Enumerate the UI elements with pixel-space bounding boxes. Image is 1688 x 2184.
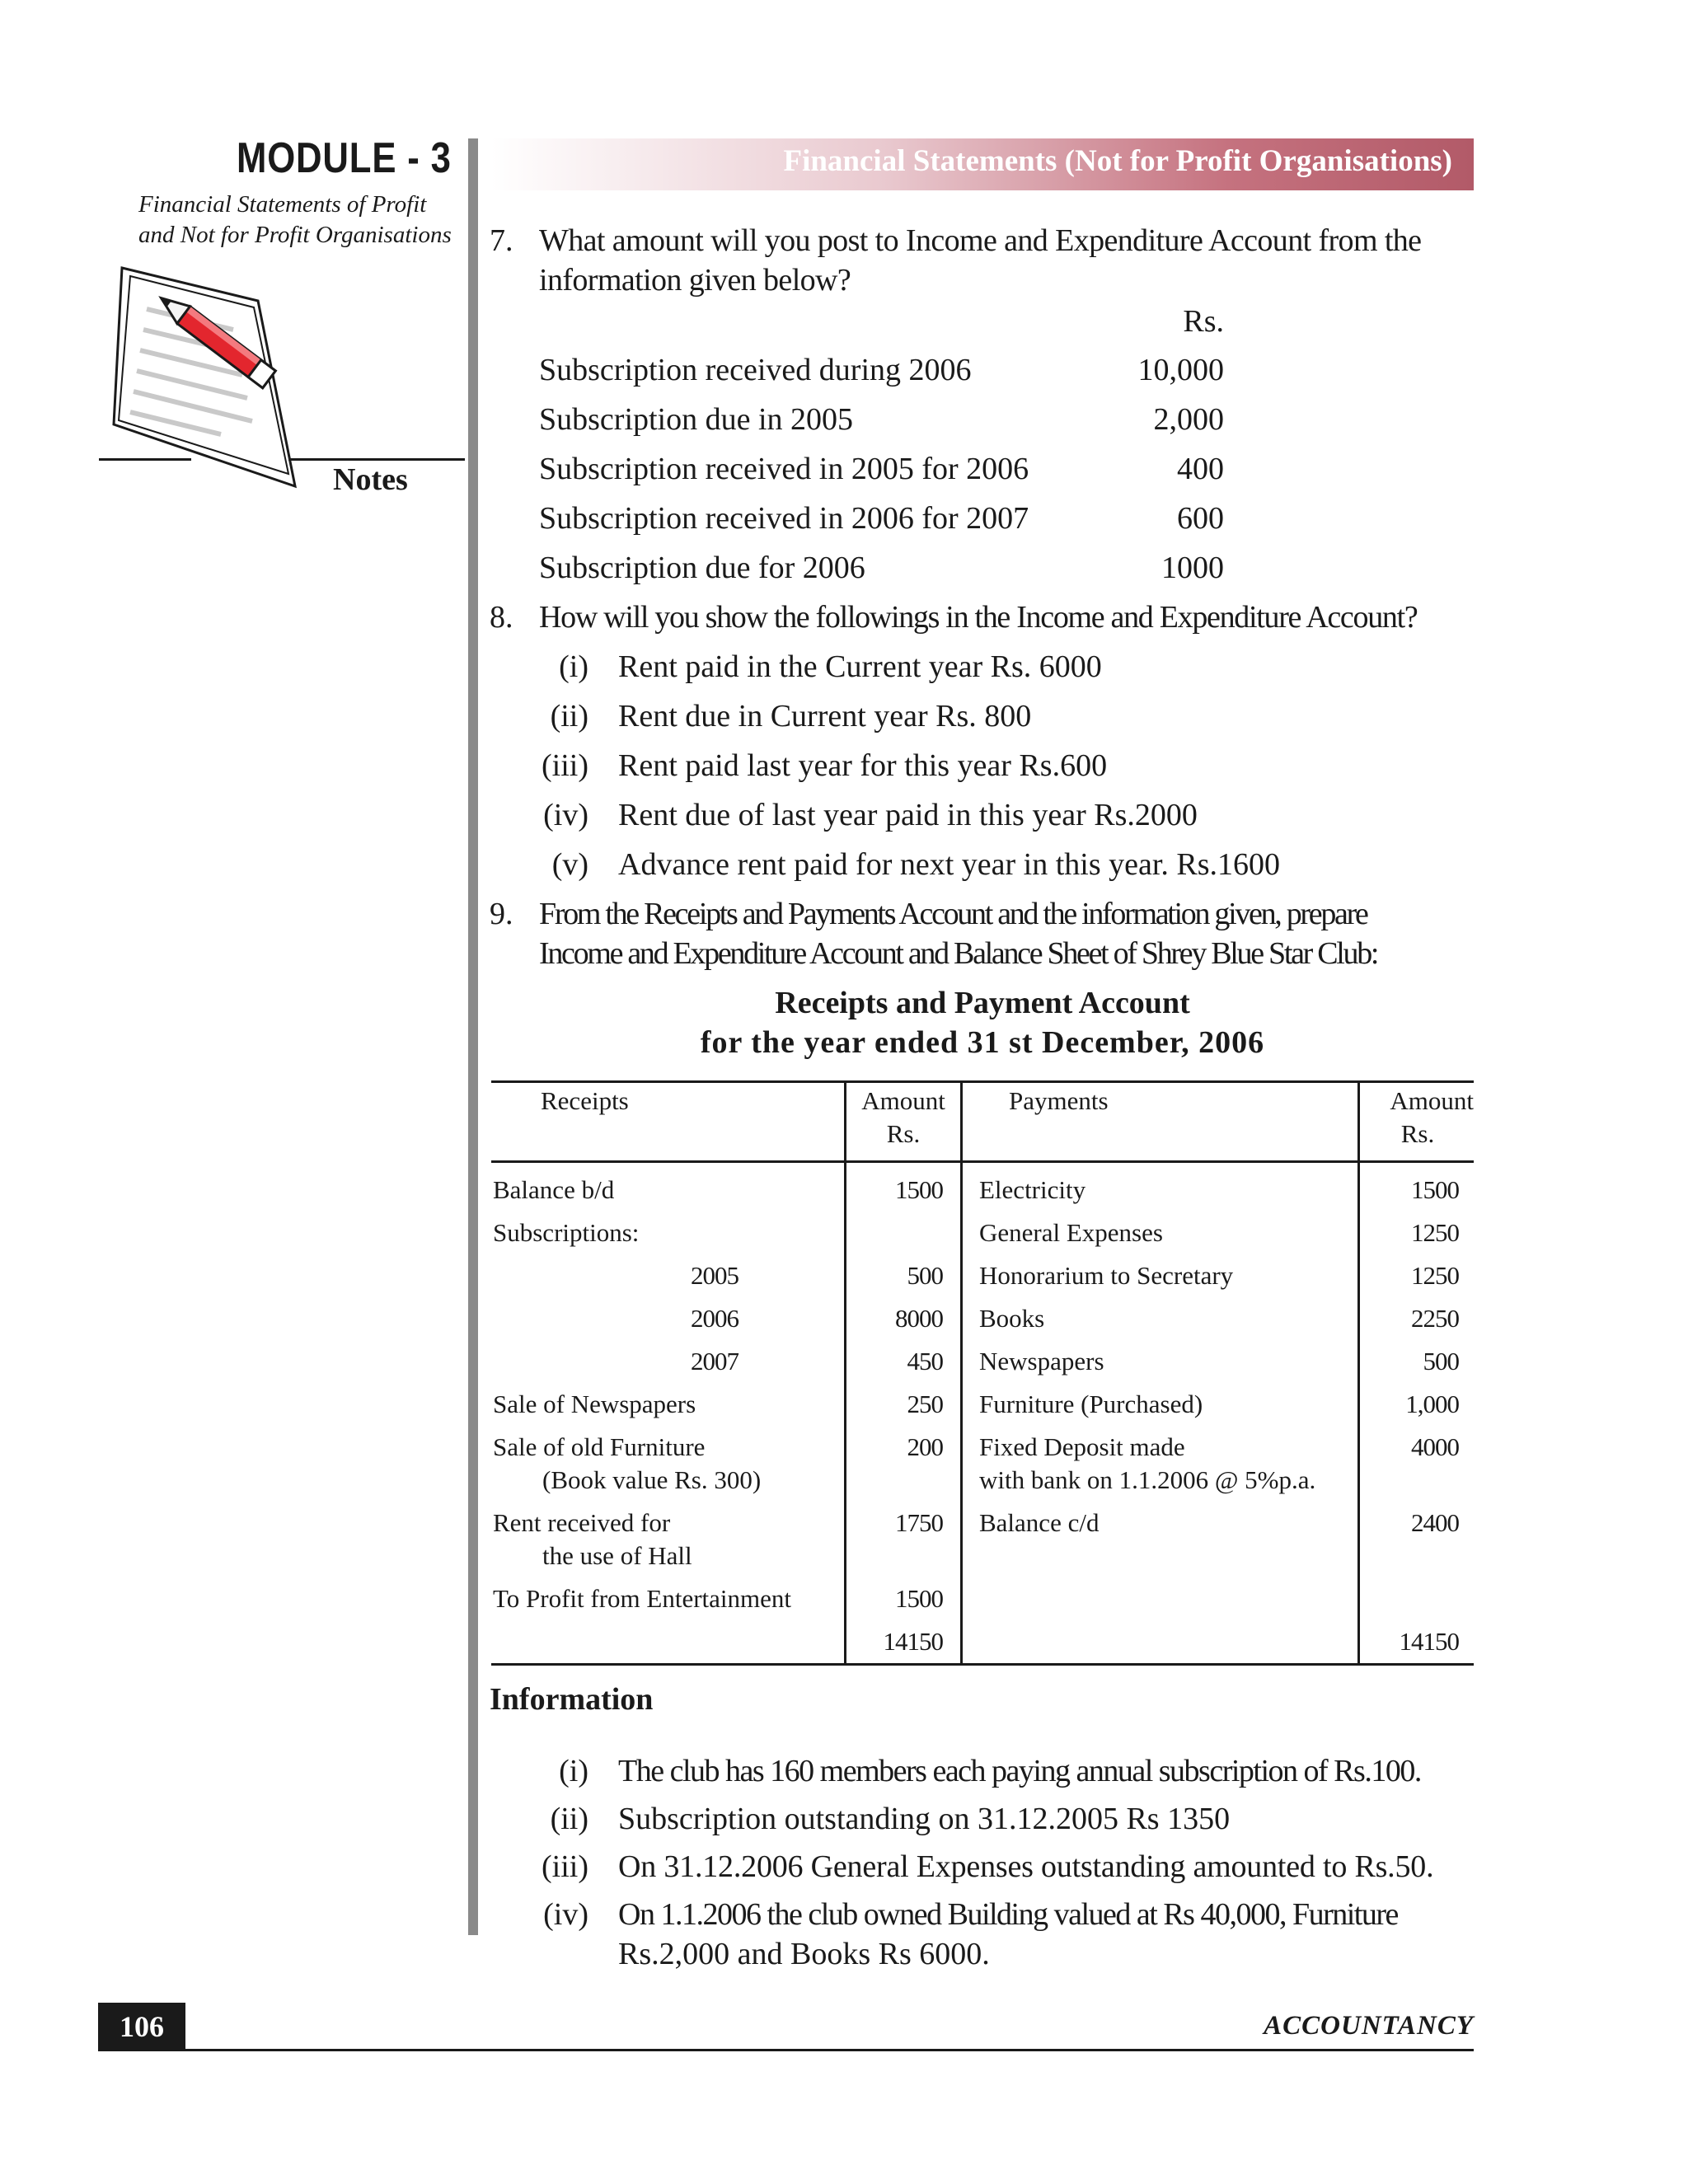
notes-label: Notes	[333, 462, 408, 497]
q8-item-roman: (iii)	[542, 748, 588, 783]
info-item-text-cont: Rs.2,000 and Books Rs 6000.	[618, 1937, 990, 1971]
payment-label: General Expenses	[979, 1218, 1163, 1247]
payment-amount: 1250	[1411, 1218, 1459, 1247]
q9-text-line2: Income and Expenditure Account and Balance Sheet of Shrey Blue Star Club:	[539, 936, 1378, 971]
info-item-text: Subscription outstanding on 31.12.2005 Rs 1350	[618, 1802, 1231, 1836]
payment-amount: 1250	[1411, 1261, 1459, 1290]
q7-number: 7.	[490, 223, 513, 258]
information-heading: Information	[490, 1682, 654, 1717]
header-receipts: Receipts	[541, 1086, 629, 1115]
receipt-label: Rent received for	[493, 1508, 671, 1537]
q7-currency-header: Rs.	[1183, 304, 1224, 339]
page-number: 106	[98, 2003, 185, 2050]
info-item-text: On 31.12.2006 General Expenses outstanding amounted to Rs.50.	[618, 1849, 1434, 1884]
header-amount-payments-unit: Rs.	[1400, 1119, 1435, 1148]
module-title: MODULE - 3	[237, 134, 452, 182]
payment-amount: 2400	[1411, 1508, 1459, 1537]
payment-amount: 2250	[1411, 1304, 1459, 1333]
table-title-line1: Receipts and Payment Account	[775, 986, 1190, 1020]
header-amount-payments: Amount	[1390, 1086, 1474, 1115]
receipt-label: Balance b/d	[493, 1175, 615, 1204]
q8-item-roman: (v)	[551, 847, 588, 882]
q9-text-line1: From the Receipts and Payments Account and the information given, prepare	[539, 897, 1367, 931]
pencil-notepad-icon	[97, 260, 328, 490]
payment-amount: 1500	[1411, 1175, 1459, 1204]
q7-item-label: Subscription received in 2005 for 2006	[539, 452, 1029, 486]
receipt-label: To Profit from Entertainment	[493, 1584, 791, 1613]
info-item-roman: (i)	[559, 1754, 588, 1788]
payment-label: Newspapers	[979, 1347, 1104, 1376]
info-item-roman: (iv)	[543, 1897, 588, 1932]
header-payments: Payments	[1009, 1086, 1109, 1115]
q7-item-amount: 400	[1177, 452, 1224, 486]
q7-text-line2: information given below?	[539, 263, 851, 298]
receipt-amount: 1500	[895, 1584, 943, 1613]
q8-item-text: Rent paid in the Current year Rs. 6000	[618, 649, 1102, 684]
q8-item-text: Rent due of last year paid in this year Rs.2000	[618, 798, 1198, 832]
receipt-amount: 1750	[895, 1508, 943, 1537]
notes-divider-right	[288, 458, 465, 461]
table-header-rule	[491, 1160, 1474, 1163]
q8-item-roman: (ii)	[550, 699, 588, 733]
table-top-rule	[491, 1080, 1474, 1083]
q8-item-roman: (iv)	[543, 798, 588, 832]
payments-total: 14150	[1399, 1627, 1459, 1656]
payment-label: Honorarium to Secretary	[979, 1261, 1234, 1290]
footer-rule	[98, 2049, 1474, 2051]
table-title-line2: for the year ended 31 st December, 2006	[700, 1025, 1265, 1060]
q7-item-amount: 1000	[1161, 551, 1224, 585]
receipt-label: Sale of Newspapers	[493, 1390, 696, 1418]
payment-amount: 1,000	[1405, 1390, 1459, 1418]
q7-item-label: Subscription due for 2006	[539, 551, 865, 585]
q8-item-roman: (i)	[559, 649, 588, 684]
q7-text-line1: What amount will you post to Income and Expenditure Account from the	[539, 223, 1422, 258]
q7-item-label: Subscription due in 2005	[539, 402, 854, 437]
receipt-amount: 1500	[895, 1175, 943, 1204]
module-subtitle	[138, 190, 468, 251]
info-item-roman: (ii)	[550, 1802, 588, 1836]
payment-label: Balance c/d	[979, 1508, 1100, 1537]
margin-divider-bar	[468, 138, 478, 1935]
payment-amount: 4000	[1411, 1432, 1459, 1461]
payment-label-cont: with bank on 1.1.2006 @ 5%p.a.	[979, 1465, 1316, 1494]
receipt-label: Sale of old Furniture	[493, 1432, 706, 1461]
q7-item-label: Subscription received in 2006 for 2007	[539, 501, 1029, 536]
q7-item-amount: 10,000	[1137, 353, 1224, 387]
receipt-label: 2005	[691, 1261, 738, 1290]
notes-divider-left	[99, 458, 191, 461]
table-col-divider	[960, 1080, 963, 1666]
q7-item-label: Subscription received during 2006	[539, 353, 972, 387]
q8-text: How will you show the followings in the Income and Expenditure Account?	[539, 600, 1418, 635]
q8-number: 8.	[490, 600, 513, 635]
receipt-amount: 8000	[895, 1304, 943, 1333]
module-subtitle-line1: Financial Statements of Profit	[138, 191, 427, 218]
payment-label: Fixed Deposit made	[979, 1432, 1185, 1461]
info-item-text: The club has 160 members each paying annual subscription of Rs.100.	[618, 1754, 1421, 1788]
receipt-amount: 200	[907, 1432, 943, 1461]
q7-item-amount: 2,000	[1153, 402, 1224, 437]
header-amount-receipts: Amount	[861, 1086, 945, 1115]
q7-item-amount: 600	[1177, 501, 1224, 536]
info-item-roman: (iii)	[542, 1849, 588, 1884]
receipt-amount: 500	[907, 1261, 943, 1290]
table-bottom-rule	[491, 1663, 1474, 1666]
receipt-label: Subscriptions:	[493, 1218, 640, 1247]
receipt-label: 2007	[691, 1347, 738, 1376]
receipt-label: 2006	[691, 1304, 738, 1333]
header-band	[491, 138, 1474, 190]
receipt-label-cont: the use of Hall	[542, 1541, 692, 1570]
receipt-amount: 250	[907, 1390, 943, 1418]
payment-amount: 500	[1423, 1347, 1459, 1376]
q9-number: 9.	[490, 897, 513, 931]
payment-label: Books	[979, 1304, 1045, 1333]
payment-label: Furniture (Purchased)	[979, 1390, 1203, 1418]
footer-subject: ACCOUNTANCY	[1264, 2011, 1474, 2041]
info-item-text: On 1.1.2006 the club owned Building valued at Rs 40,000, Furniture	[618, 1897, 1398, 1932]
q8-item-text: Rent due in Current year Rs. 800	[618, 699, 1032, 733]
payment-label: Electricity	[979, 1175, 1086, 1204]
receipt-label-cont: (Book value Rs. 300)	[542, 1465, 762, 1494]
q8-item-text: Rent paid last year for this year Rs.600	[618, 748, 1108, 783]
q8-item-text: Advance rent paid for next year in this year. Rs.1600	[618, 847, 1281, 882]
header-title: Financial Statements (Not for Profit Organisations)	[783, 144, 1452, 178]
receipts-total: 14150	[883, 1627, 943, 1656]
receipt-amount: 450	[907, 1347, 943, 1376]
module-subtitle-line2: and Not for Profit Organisations	[138, 222, 452, 248]
header-amount-receipts-unit: Rs.	[886, 1119, 921, 1148]
